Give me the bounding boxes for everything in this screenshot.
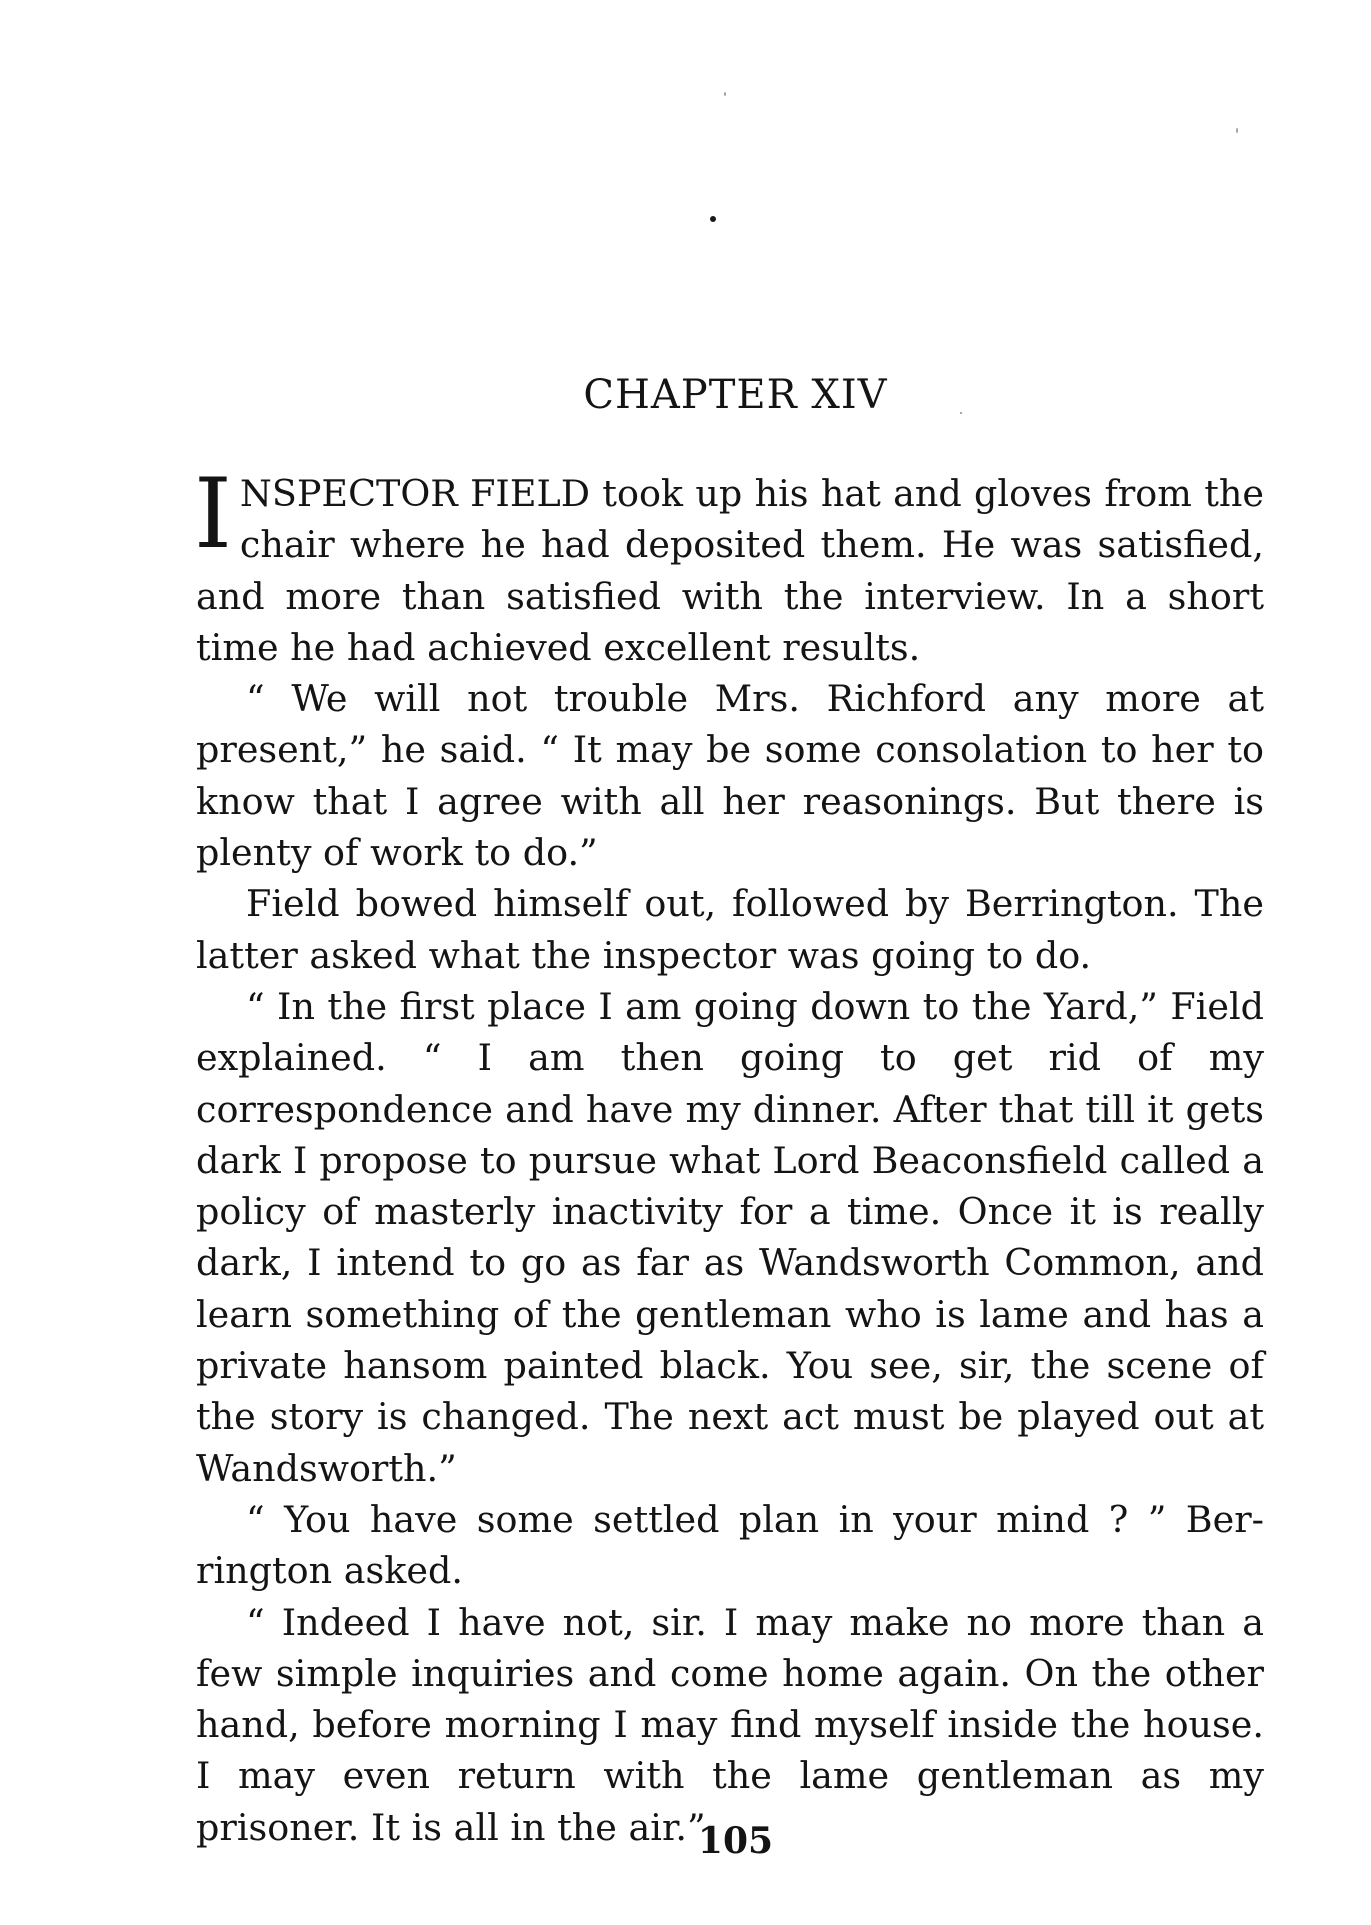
paragraph-text: NSPECTOR FIELD took up his hat and gloves from the chair where he had deposited them. He was satisfied, and more than satisfied with the interview. In a short time he had achieved excellent results. <box>196 472 1264 669</box>
paragraph: “ In the first place I am going down to the Yard,” Field explained. “ I am then going to get rid of my correspondence and have my dinner. After that till it gets dark I propose to pursue what Lord Beaconsfield called a policy of masterly inactivity for a time. Once it is really dark, I intend to go as far as Wandsworth Common, and learn something of the gentleman who is lame and has a private hansom painted black. You see, sir, the scene of the story is changed. The next act must be played out at Wandsworth.” <box>196 984 1264 1490</box>
paragraph <box>194 458 1264 673</box>
scan-speck <box>1236 128 1238 133</box>
scan-speck <box>710 216 716 222</box>
body-text <box>194 458 1264 1853</box>
paragraph: “ We will not trouble Mrs. Richford any more at present,” he said. “ It may be some consolation to her to know that I agree with all her reasonings. But there is plenty of work to do.” <box>196 677 1264 875</box>
paragraph: “ Indeed I have not, sir. I may make no more than a few simple inquiries and come home again. On the other hand, before morning I may find myself inside the house. I may even return with the lame gentleman as my prisoner. It is all in the air.” <box>196 1600 1264 1849</box>
page-number: 105 <box>697 1820 774 1862</box>
paragraph: “ You have some settled plan in your mind ? ” Berrington asked. <box>196 1497 1264 1593</box>
chapter-heading: CHAPTER XIV <box>583 372 888 418</box>
scan-speck <box>724 92 726 96</box>
paragraph: Field bowed himself out, followed by Berrington. The latter asked what the inspector was going to do. <box>196 882 1264 977</box>
drop-cap: I <box>194 458 232 570</box>
